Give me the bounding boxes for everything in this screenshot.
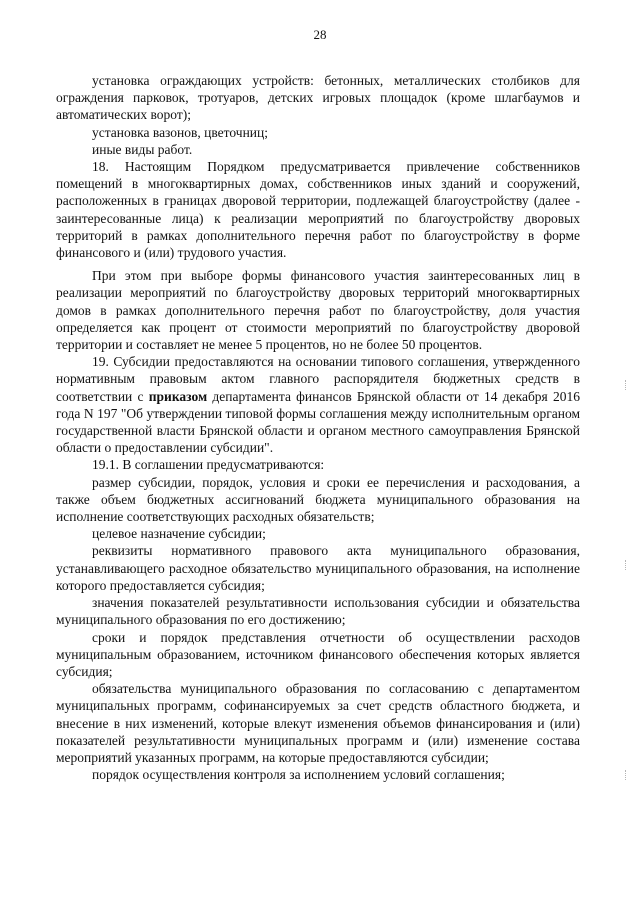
scan-edge-mark xyxy=(625,380,628,390)
paragraph-legal-act-details: реквизиты нормативного правового акта муниципального образования, устанавливающего расходное обязательство муниципального образования, на исполнение которого предоставляется субсидия; xyxy=(56,543,580,593)
paragraph-purpose: целевое назначение субсидии; xyxy=(92,526,266,542)
paragraph-18: 18. Настоящим Порядком предусматривается привлечение собственников помещений в многоквартирных домах, собственников иных зданий и сооружений, расположенных в границах дворовой территории, подлежащей благоустройству (далее - заинтересованные лица) к реализации мероприятий по благоустройству дворовых территорий в рамках дополнительного перечня работ по благоустройству в форме финансового и (или) трудового участия. xyxy=(56,159,580,261)
paragraph-19-1-heading: 19.1. В соглашении предусматриваются: xyxy=(92,457,325,473)
document-body xyxy=(56,72,580,783)
paragraph-19-text-start: 19. Субсидии предоставляются на основании типового соглашения, утвержденного нормативным правовым актом главного распорядителя бюджетных средств в соответствии с xyxy=(56,354,580,404)
paragraph-planters: установка вазонов, цветочниц; xyxy=(92,124,269,140)
paragraph-financial-participation: При этом при выборе формы финансового участия заинтересованных лиц в реализации мероприятий по благоустройству дворовых территорий многоквартирных домов в рамках дополнительного перечня работ по благоустройству, доля участия определяется как процент от стоимости мероприятий по благоустройству дворовой территории и составляет не менее 5 процентов, но не более 50 процентов. xyxy=(56,268,580,353)
paragraph-19-text-end: департамента финансов Брянской области от 14 декабря 2016 года N 197 "Об утверждении типовой формы соглашения между исполнительным органом государственной власти Брянской области и органом местного самоуправления Брянской области о предоставлении субсидии". xyxy=(56,388,580,456)
paragraph-other-works: иные виды работ. xyxy=(92,141,193,157)
order-link[interactable]: приказом xyxy=(148,388,208,404)
scan-edge-mark xyxy=(625,560,628,570)
paragraph-reporting: сроки и порядок представления отчетности об осуществлении расходов муниципальным образованием, источником финансового обеспечения которых является субсидия; xyxy=(56,629,580,679)
paragraph-indicators: значения показателей результативности использования субсидии и обязательства муниципального образования по его достижению; xyxy=(56,595,580,628)
paragraph-fencing: установка ограждающих устройств: бетонных, металлических столбиков для ограждения парковок, тротуаров, детских игровых площадок (кроме шлагбаумов и автоматических ворот); xyxy=(56,73,580,123)
paragraph-control: порядок осуществления контроля за исполнением условий соглашения; xyxy=(92,767,505,783)
paragraph-obligations: обязательства муниципального образования по согласованию с департаментом муниципальных программ, софинансируемых за счет средств областного бюджета, и внесение в них изменений, которые влекут изменения объемов финансирования и (или) показателей результативности муниципальных программ и (или) изменение состава мероприятий указанных программ, на которые предоставляются субсидии; xyxy=(56,681,580,765)
paragraph-subsidy-size: размер субсидии, порядок, условия и сроки ее перечисления и расходования, а также объем бюджетных ассигнований бюджета муниципального образования на исполнение соответствующих расходных обязательств; xyxy=(56,474,580,525)
paragraph-19 xyxy=(56,353,580,456)
page-number: 28 xyxy=(313,27,327,42)
scan-edge-mark xyxy=(625,770,628,780)
